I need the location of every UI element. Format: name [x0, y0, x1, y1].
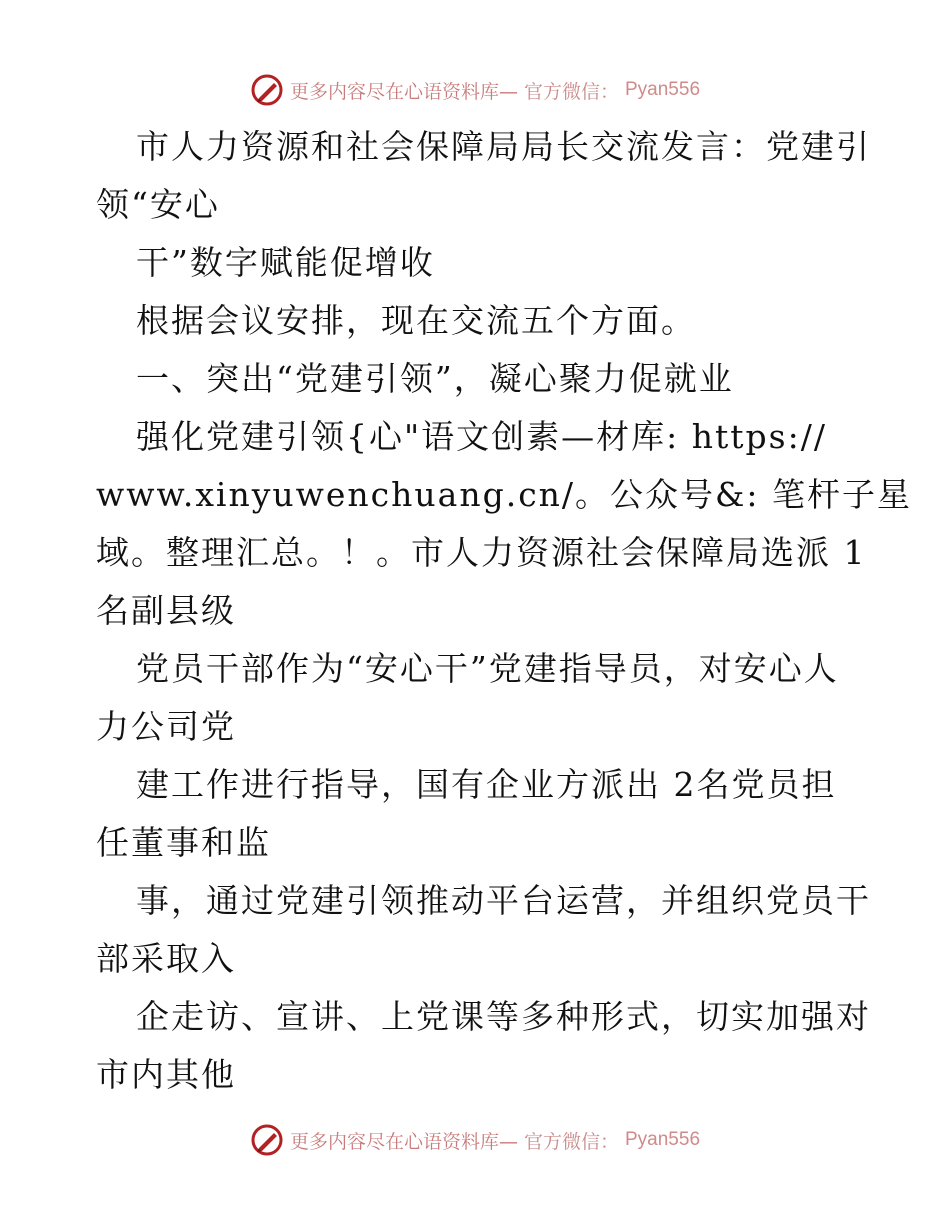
document-line: 任董事和监 — [96, 823, 271, 862]
document-line: 部采取入 — [96, 939, 236, 978]
document-line: 名副县级 — [96, 591, 236, 630]
document-line: 领“安心 — [96, 185, 220, 224]
document-line: 根据会议安排，现在交流五个方面。 — [136, 301, 696, 340]
document-line: www.xinyuwenchuang.cn/。公众号&: 笔杆子星 — [96, 475, 913, 514]
banner-wechat-label: 官方微信： — [523, 80, 619, 103]
banner-wechat-id: Pyan556 — [625, 1129, 701, 1150]
document-line: 干”数字赋能促增收 — [136, 243, 435, 282]
footer-watermark-banner — [0, 1120, 950, 1160]
banner-promo-text: 更多内容尽在心语资料库— — [289, 80, 518, 103]
document-line: 市人力资源和社会保障局局长交流发言：党建引 — [136, 127, 871, 166]
document-line: 党员干部作为“安心干”党建指导员，对安心人 — [136, 649, 839, 688]
document-line: 力公司党 — [96, 707, 236, 746]
document-line: 域。整理汇总。！。市人力资源社会保障局选派 1 — [96, 533, 867, 572]
document-line: 建工作进行指导，国有企业方派出 2名党员担 — [136, 765, 837, 804]
pen-logo-icon — [250, 1123, 284, 1157]
document-line: 企走访、宣讲、上党课等多种形式，切实加强对 — [136, 997, 871, 1036]
document-line: 一、突出“党建引领”，凝心聚力促就业 — [136, 359, 734, 398]
document-line: 强化党建引领{心"语文创素—材库: https:// — [136, 417, 827, 456]
banner-promo-text: 更多内容尽在心语资料库— — [289, 1130, 518, 1153]
document-line: 市内其他 — [96, 1055, 236, 1094]
banner-wechat-label: 官方微信： — [523, 1130, 619, 1153]
document-line: 事，通过党建引领推动平台运营，并组织党员干 — [136, 881, 871, 920]
banner-wechat-id: Pyan556 — [625, 79, 701, 100]
header-watermark-banner — [0, 70, 950, 110]
pen-logo-icon — [250, 73, 284, 107]
document-body — [96, 118, 913, 1104]
